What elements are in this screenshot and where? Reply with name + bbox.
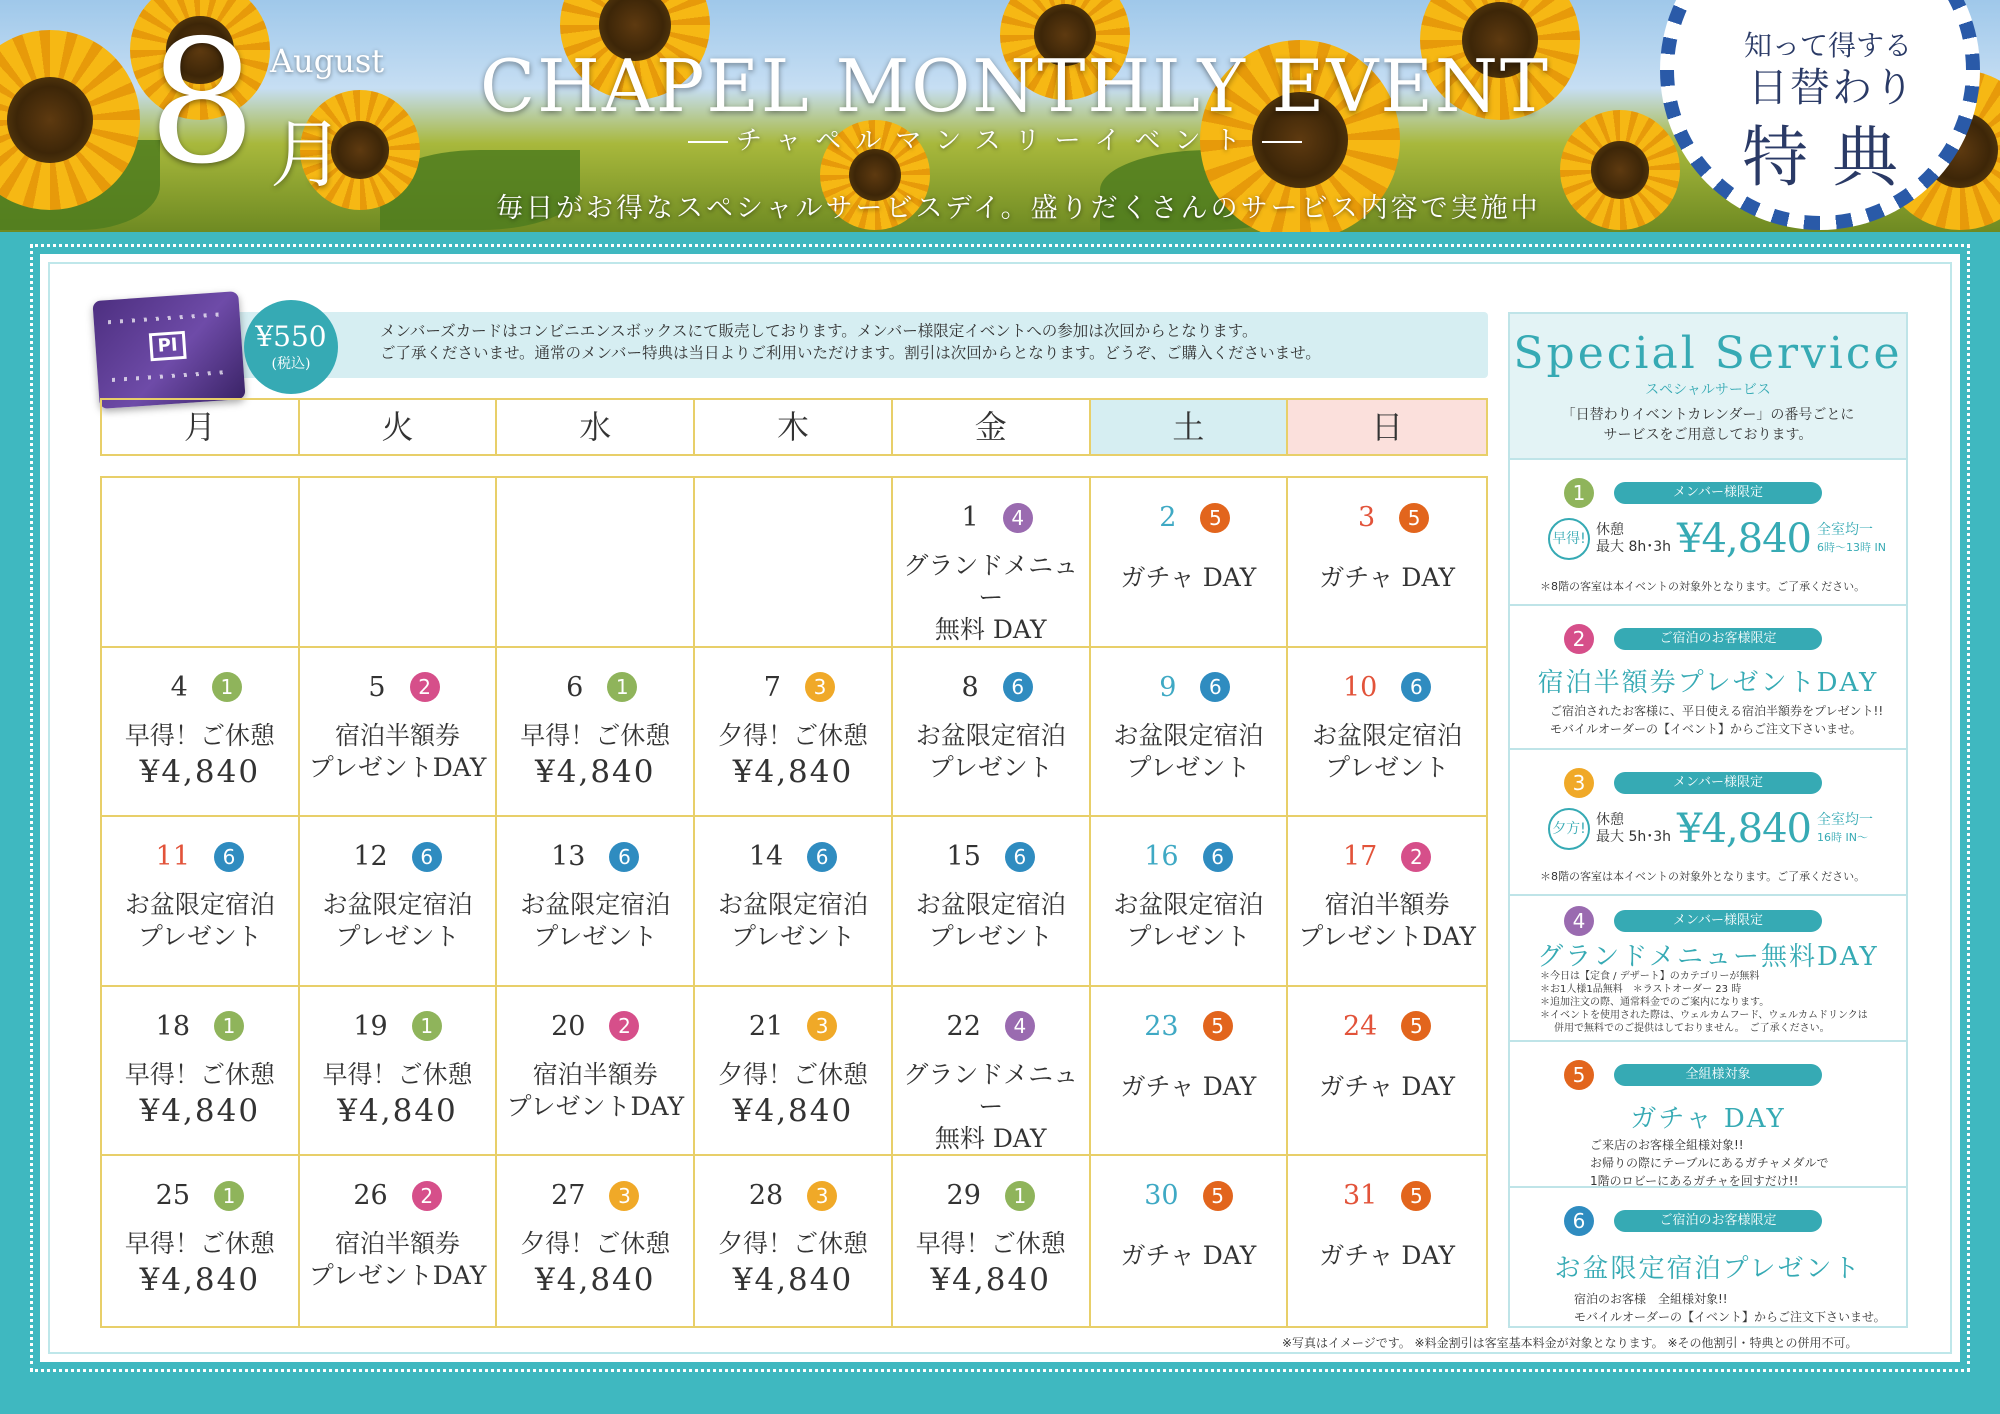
service-note: ＊8階の客室は本イベントの対象外となります。ご了承ください。 [1540,580,1866,593]
day-number: 16 [1144,841,1179,873]
event-text [695,1228,891,1300]
card-logo: PI [149,331,187,361]
service-1 [1510,458,1906,604]
day-number: 7 [763,671,781,703]
weekday-header [100,398,1488,456]
calendar-day-cell [497,817,695,987]
offer-tail-1: 全室均一 [1816,812,1873,828]
weekday-wed: 水 [497,400,695,454]
calendar-day-cell [300,648,498,818]
calendar-day-cell [300,817,498,987]
event-text [1091,1240,1287,1272]
service-number-badge: 3 [807,1011,837,1041]
day-number: 9 [1159,671,1177,703]
service-desc-line: 1階のロビーにあるガチャを回すだけ!! [1590,1174,1799,1188]
event-price: ¥4,840 [139,1092,261,1129]
event-text [893,1059,1089,1155]
event-line: プレゼントDAY [506,1091,685,1121]
event-text [1288,1071,1486,1103]
service-number-badge: 1 [212,672,242,702]
day-number: 18 [155,1010,191,1042]
event-text [300,1059,496,1131]
event-price: ¥4,840 [930,1262,1051,1299]
day-number: 13 [551,841,586,873]
service-desc [1540,970,1886,1035]
special-desc-2: サービスをご用意しております。 [1603,427,1813,443]
day-number: 15 [946,841,981,873]
calendar-day-cell [893,817,1091,987]
day-number: 11 [155,841,191,873]
calendar-day-cell [102,648,300,818]
service-3 [1510,748,1906,894]
service-number-badge: 1 [412,1011,442,1041]
event-text [1091,889,1287,953]
event-line: プレゼント [137,922,262,952]
service-4 [1510,894,1906,1040]
event-line: 無料 DAY [934,1123,1047,1153]
service-tag: メンバー様限定 [1614,482,1822,504]
service-number-badge: 3 [805,672,835,702]
service-number-badge: 5 [1401,1181,1431,1211]
event-line: プレゼント [335,922,460,952]
service-number-badge: 3 [807,1181,837,1211]
offer-tail-2: 16時 IN〜 [1816,831,1868,844]
service-tag: メンバー様限定 [1614,772,1822,794]
calendar-day-cell [1091,817,1289,987]
day-number: 28 [748,1180,784,1212]
service-number-badge: 6 [807,842,837,872]
event-line: お盆限定宿泊 [124,890,275,920]
event-price: ¥4,840 [732,1092,854,1129]
event-text [695,1059,891,1131]
event-line: 夕得！ご休憩 [717,1059,868,1089]
service-number-badge: 6 [412,842,442,872]
weekday-sat: 土 [1091,400,1289,454]
service-title: 宿泊半額券プレゼントDAY [1537,668,1879,698]
service-number-badge: 5 [1399,503,1429,533]
evening-badge: 夕方! [1548,808,1590,850]
day-number: 25 [155,1180,191,1212]
service-title: お盆限定宿泊プレゼント [1554,1254,1862,1284]
day-number: 31 [1342,1180,1378,1212]
calendar-day-cell [695,817,893,987]
service-number-badge: 4 [1003,503,1033,533]
calendar-day-cell [300,1156,498,1326]
event-price: ¥4,840 [732,753,854,790]
event-text [102,1059,298,1131]
day-number: 1 [961,502,979,533]
calendar-day-cell [1091,1156,1289,1326]
service-number-badge: 6 [1401,672,1431,702]
calendar-day-cell [695,1156,893,1326]
event-text [102,720,298,792]
event-line: プレゼント [928,752,1053,782]
service-desc-line: 併用で無料でのご提供はしておりません。 ご了承ください。 [1554,1023,1830,1034]
page-subtitle [680,120,1310,157]
offer-meta-1: 休憩 [1596,522,1624,538]
offer-meta-2: 最大 5h･3h [1596,829,1672,845]
event-text [1288,562,1486,594]
service-number: 5 [1564,1060,1594,1090]
event-text [893,1228,1089,1300]
calendar-day-cell [1288,987,1486,1157]
service-number-badge: 5 [1203,1011,1233,1041]
event-text [1288,1240,1486,1272]
event-text [300,720,496,784]
service-number-badge: 3 [609,1181,639,1211]
special-desc-1: 「日替わりイベントカレンダー」の番号ごとに [1561,407,1855,423]
service-number-badge: 2 [609,1011,639,1041]
event-text [300,1228,496,1292]
weekday-fri: 金 [893,400,1091,454]
badge-line-1: 知って得する [1744,29,1913,62]
service-number-badge: 2 [410,672,440,702]
day-number: 6 [566,671,584,703]
calendar-day-cell [1091,478,1289,648]
event-line: グランドメニュー [903,551,1079,612]
weekday-mon: 月 [102,400,300,454]
service-tag: 全組様対象 [1614,1064,1822,1086]
service-number: 1 [1564,478,1594,508]
service-number: 6 [1564,1206,1594,1236]
calendar-day-cell [497,987,695,1157]
event-price: ¥4,840 [337,1092,458,1129]
special-service-desc [1510,405,1906,445]
event-price: ¥4,840 [535,753,656,790]
service-desc [1574,1290,1886,1326]
service-tag: ご宿泊のお客様限定 [1614,1210,1822,1232]
event-text [893,550,1089,646]
day-number: 14 [748,841,784,873]
day-number: 4 [170,671,188,703]
offer-tail-1: 全室均一 [1816,522,1873,538]
day-number: 3 [1357,502,1376,533]
day-number: 17 [1342,841,1378,873]
event-line: 早得！ご休憩 [322,1059,473,1089]
calendar-day-cell [1288,648,1486,818]
event-line: ガチャ DAY [1319,563,1456,592]
service-desc [1550,702,1886,738]
special-service-title: Special Service [1513,328,1903,379]
service-desc-line: ＊イベントを使用された際は、ウェルカムフード、ウェルカムドリンクは [1540,1010,1868,1021]
weekday-thu: 木 [695,400,893,454]
subtitle-text: チャペルマンスリーイベント [736,126,1255,156]
day-number: 2 [1159,502,1177,533]
calendar-day-cell [893,478,1091,648]
calendar-day-cell [695,987,893,1157]
service-number-badge: 5 [1401,1011,1431,1041]
calendar-day-cell [1288,1156,1486,1326]
offer-meta-2: 最大 8h･3h [1596,539,1672,555]
calendar-day-cell [1288,478,1486,648]
day-number: 24 [1342,1010,1378,1042]
calendar-grid [100,476,1488,1328]
service-desc-line: 宿泊のお客様 全組様対象!! [1574,1292,1728,1306]
service-tag: メンバー様限定 [1614,910,1822,932]
event-line: お盆限定宿泊 [915,890,1066,920]
calendar-day-cell [102,817,300,987]
service-offer [1548,516,1886,562]
event-line: 宿泊半額券 [335,1229,461,1259]
event-text [893,889,1089,953]
event-line: 早得！ご休憩 [124,1059,275,1089]
event-line: 早得！ご休憩 [124,720,275,750]
card-price: ¥550 [255,320,327,353]
notice-text [380,320,1321,364]
event-price: ¥4,840 [535,1262,656,1299]
event-text [1091,720,1287,784]
event-text [1091,562,1287,594]
notice-line-2: ご了承くださいませ。通常のメンバー特典は当日よりご利用いただけます。割引は次回からとなります。どうぞ、ご購入くださいませ。 [380,344,1321,362]
service-desc-line: ＊追加注文の際、通常料金でのご案内になります。 [1540,997,1770,1008]
event-line: 無料 DAY [934,615,1047,644]
day-number: 30 [1144,1180,1179,1212]
event-price: ¥4,840 [139,753,261,790]
day-number: 23 [1144,1010,1179,1042]
event-line: 夕得！ご休憩 [520,1229,671,1259]
service-desc-line: ＊お1人様1品無料 ＊ラストオーダー 23 時 [1540,984,1742,995]
event-line: 宿泊半額券 [532,1059,658,1089]
day-number: 20 [551,1010,586,1042]
event-line: 夕得！ご休憩 [717,1229,868,1259]
day-number: 22 [946,1010,981,1042]
event-text [1091,1071,1287,1103]
weekday-tue: 火 [300,400,498,454]
page-title: CHAPEL MONTHLY EVENT [480,44,1550,128]
service-title: ガチャ DAY [1630,1104,1786,1134]
event-line: お盆限定宿泊 [1113,720,1264,750]
month-english: August [270,42,385,80]
service-number-badge: 6 [609,842,639,872]
service-number-badge: 1 [214,1181,244,1211]
event-line: お盆限定宿泊 [717,890,868,920]
service-number-badge: 6 [214,842,244,872]
calendar-day-cell [300,987,498,1157]
sunflower-image [1560,110,1680,230]
event-line: お盆限定宿泊 [1113,890,1264,920]
event-line: グランドメニュー [903,1059,1079,1121]
month-number: 8 [148,4,257,202]
special-service-panel [1508,312,1908,1328]
event-line: プレゼントDAY [308,1261,487,1291]
event-line: ガチャ DAY [1120,1071,1257,1101]
service-5 [1510,1040,1906,1186]
service-desc-line: モバイルオーダーの【イベント】からご注文下さいませ。 [1574,1310,1886,1324]
event-line: 早得！ご休憩 [124,1229,275,1259]
weekday-sun: 日 [1288,400,1486,454]
day-number: 8 [961,671,979,703]
day-number: 12 [353,841,388,873]
calendar-day-cell [102,987,300,1157]
special-service-ruby: スペシャルサービス [1645,382,1771,398]
offer-price: ¥4,840 [1677,806,1811,852]
service-desc-line: お帰りの際にテーブルにあるガチャメダルで [1590,1156,1829,1170]
calendar-empty-cell [695,478,893,648]
event-line: プレゼントDAY [1298,922,1476,952]
service-number-badge: 5 [1200,503,1230,533]
badge-line-3: 特典 [1742,119,1922,196]
calendar-empty-cell [300,478,498,648]
badge-line-2: 日替わり [1748,65,1916,111]
month-kanji: 月 [270,112,344,198]
card-tax-note: (税込) [271,356,311,372]
calendar-day-cell [1091,648,1289,818]
day-number: 26 [353,1180,388,1212]
event-line: プレゼント [730,922,855,952]
card-price-badge [244,300,338,394]
early-badge: 早得! [1548,518,1590,560]
calendar-day-cell [695,648,893,818]
footnote: ※写真はイメージです。 ※料金割引は客室基本料金が対象となります。 ※その他割引・特典との併用不可。 [1282,1336,1858,1350]
service-number-badge: 2 [1401,842,1431,872]
event-line: 早得！ご休憩 [520,720,671,750]
day-number: 19 [353,1010,388,1042]
event-price: ¥4,840 [732,1262,854,1299]
page-lead: 毎日がお得なスペシャルサービスデイ。盛りだくさんのサービス内容で実施中 [496,193,1541,224]
notice-line-1: メンバーズカードはコンビニエンスボックスにて販売しております。メンバー様限定イベントへの参加は次回からとなります。 [380,322,1258,340]
service-number-badge: 2 [412,1181,442,1211]
event-text [1288,889,1486,953]
event-line: プレゼント [1126,752,1251,782]
event-text [102,1228,298,1300]
event-line: 宿泊半額券 [335,720,461,750]
event-line: お盆限定宿泊 [915,720,1066,750]
event-text [497,1228,693,1300]
service-6 [1510,1186,1906,1326]
offer-tail-2: 6時〜13時 IN [1816,541,1886,554]
service-tag: ご宿泊のお客様限定 [1614,628,1822,650]
calendar-day-cell [893,648,1091,818]
calendar-day-cell [497,648,695,818]
day-number: 29 [946,1180,981,1212]
service-number-badge: 6 [1203,842,1233,872]
service-title: グランドメニュー無料DAY [1537,942,1879,972]
service-number-badge: 6 [1005,842,1035,872]
offer-price: ¥4,840 [1677,516,1811,562]
calendar-day-cell [497,1156,695,1326]
service-number-badge: 1 [607,672,637,702]
service-number-badge: 6 [1200,672,1230,702]
service-desc-line: ＊今日は【定食 / デザート】のカテゴリーが無料 [1540,971,1760,982]
service-desc-line: モバイルオーダーの【イベント】からご注文下さいませ。 [1550,722,1862,736]
service-number: 3 [1564,768,1594,798]
day-number: 21 [748,1010,784,1042]
calendar-day-cell [1091,987,1289,1157]
calendar-empty-cell [102,478,300,648]
event-text [300,889,496,953]
service-2 [1510,604,1906,748]
offer-meta-1: 休憩 [1596,812,1624,828]
service-number: 4 [1564,906,1594,936]
event-text [1288,720,1486,784]
event-line: プレゼント [1126,922,1251,952]
service-note: ＊8階の客室は本イベントの対象外となります。ご了承ください。 [1540,870,1866,883]
event-price: ¥4,840 [139,1262,261,1299]
event-line: プレゼントDAY [308,752,487,782]
service-desc-line: ご宿泊されたお客様に、平日使える宿泊半額券をプレゼント!! [1550,704,1884,718]
day-number: 10 [1342,671,1378,703]
event-line: ガチャ DAY [1319,1241,1456,1271]
service-desc [1590,1136,1886,1190]
event-line: 早得！ご休憩 [915,1229,1066,1259]
calendar-day-cell [893,987,1091,1157]
event-line: ガチャ DAY [1120,563,1257,592]
service-number-badge: 1 [1005,1181,1035,1211]
event-line: プレゼント [1325,752,1450,782]
calendar-day-cell [1288,817,1486,987]
event-line: お盆限定宿泊 [1312,720,1463,750]
special-service-header [1510,314,1906,458]
service-desc-line: ご来店のお客様全組様対象!! [1590,1138,1744,1152]
service-number-badge: 4 [1005,1011,1035,1041]
service-offer [1548,806,1873,852]
event-text [102,889,298,953]
event-line: プレゼント [533,922,658,952]
event-text [893,720,1089,784]
calendar-empty-cell [497,478,695,648]
event-line: プレゼント [928,922,1053,952]
members-card-image [92,291,245,409]
day-number: 5 [368,671,386,703]
service-number-badge: 6 [1003,672,1033,702]
event-line: 夕得！ご休憩 [717,720,868,750]
event-text [695,889,891,953]
event-text [695,720,891,792]
event-line: ガチャ DAY [1120,1241,1257,1271]
event-text [497,889,693,953]
event-line: 宿泊半額券 [1324,890,1450,920]
day-number: 27 [551,1180,586,1212]
event-text [497,720,693,792]
event-line: ガチャ DAY [1319,1071,1456,1101]
event-line: お盆限定宿泊 [322,890,473,920]
service-number-badge: 5 [1203,1181,1233,1211]
calendar-day-cell [102,1156,300,1326]
service-number-badge: 1 [214,1011,244,1041]
service-number: 2 [1564,624,1594,654]
event-line: お盆限定宿泊 [520,890,671,920]
event-text [497,1059,693,1123]
calendar-day-cell [893,1156,1091,1326]
